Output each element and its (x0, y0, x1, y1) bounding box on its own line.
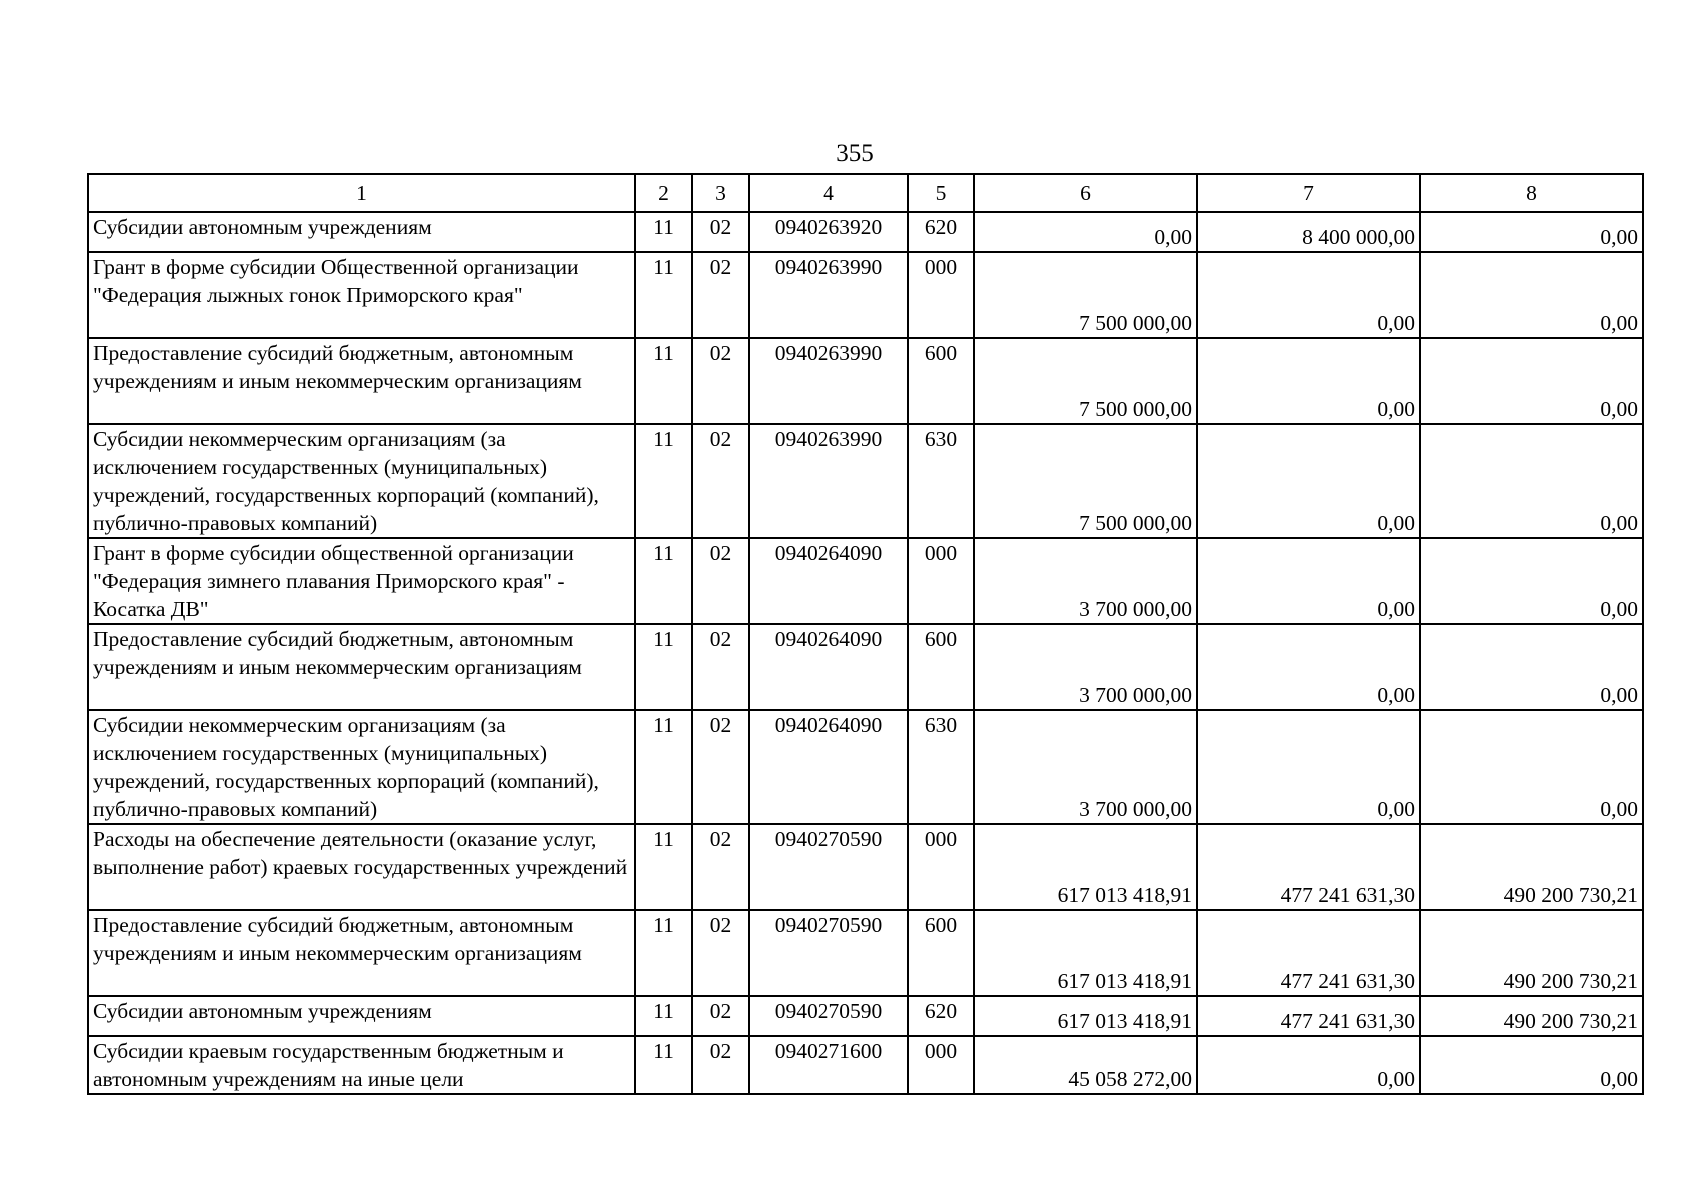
table-row (88, 910, 1643, 996)
cell-section: 11 (635, 996, 692, 1036)
table-row (88, 424, 1643, 538)
column-header: 3 (692, 174, 749, 212)
table-row (88, 1036, 1643, 1094)
cell-expense-type: 600 (908, 624, 974, 710)
cell-amount-7: 0,00 (1197, 710, 1420, 824)
cell-section: 11 (635, 624, 692, 710)
table-row (88, 996, 1643, 1036)
cell-subsection: 02 (692, 1036, 749, 1094)
cell-amount-6: 3 700 000,00 (974, 710, 1197, 824)
cell-amount-6: 7 500 000,00 (974, 424, 1197, 538)
cell-subsection: 02 (692, 252, 749, 338)
cell-section: 11 (635, 252, 692, 338)
cell-subsection: 02 (692, 910, 749, 996)
cell-section: 11 (635, 338, 692, 424)
cell-amount-8: 0,00 (1420, 252, 1643, 338)
cell-section: 11 (635, 538, 692, 624)
cell-subsection: 02 (692, 338, 749, 424)
table-row (88, 710, 1643, 824)
cell-target-article: 0940263990 (749, 338, 908, 424)
cell-section: 11 (635, 910, 692, 996)
cell-amount-8: 0,00 (1420, 1036, 1643, 1094)
cell-expense-type: 000 (908, 1036, 974, 1094)
cell-subsection: 02 (692, 424, 749, 538)
cell-target-article: 0940263990 (749, 252, 908, 338)
row-name: Расходы на обеспечение деятельности (оказание услуг, выполнение работ) краевых государственных учреждений (88, 824, 635, 910)
cell-subsection: 02 (692, 538, 749, 624)
cell-amount-7: 477 241 631,30 (1197, 824, 1420, 910)
cell-target-article: 0940263990 (749, 424, 908, 538)
cell-subsection: 02 (692, 212, 749, 252)
row-name: Грант в форме субсидии Общественной организации "Федерация лыжных гонок Приморского края" (88, 252, 635, 338)
row-name: Предоставление субсидий бюджетным, автономным учреждениям и иным некоммерческим организациям (88, 338, 635, 424)
cell-amount-6: 3 700 000,00 (974, 538, 1197, 624)
cell-amount-8: 0,00 (1420, 624, 1643, 710)
table-row (88, 338, 1643, 424)
cell-amount-7: 0,00 (1197, 1036, 1420, 1094)
cell-amount-6: 617 013 418,91 (974, 910, 1197, 996)
cell-target-article: 0940263920 (749, 212, 908, 252)
cell-amount-8: 490 200 730,21 (1420, 824, 1643, 910)
cell-target-article: 0940271600 (749, 1036, 908, 1094)
cell-amount-7: 0,00 (1197, 424, 1420, 538)
row-name: Субсидии автономным учреждениям (88, 996, 635, 1036)
column-header: 2 (635, 174, 692, 212)
cell-amount-8: 0,00 (1420, 338, 1643, 424)
cell-amount-7: 477 241 631,30 (1197, 996, 1420, 1036)
cell-expense-type: 630 (908, 710, 974, 824)
row-name: Предоставление субсидий бюджетным, автономным учреждениям и иным некоммерческим организациям (88, 624, 635, 710)
cell-expense-type: 620 (908, 212, 974, 252)
table-row (88, 538, 1643, 624)
cell-amount-6: 0,00 (974, 212, 1197, 252)
cell-amount-6: 3 700 000,00 (974, 624, 1197, 710)
cell-subsection: 02 (692, 624, 749, 710)
row-name: Грант в форме субсидии общественной организации "Федерация зимнего плавания Приморского края" - Косатка ДВ" (88, 538, 635, 624)
cell-expense-type: 000 (908, 252, 974, 338)
row-name: Субсидии некоммерческим организациям (за исключением государственных (муниципальных) учреждений, государственных корпораций (компаний), публично-правовых компаний) (88, 424, 635, 538)
cell-amount-6: 617 013 418,91 (974, 996, 1197, 1036)
cell-amount-6: 617 013 418,91 (974, 824, 1197, 910)
cell-amount-8: 490 200 730,21 (1420, 996, 1643, 1036)
cell-amount-7: 477 241 631,30 (1197, 910, 1420, 996)
row-name: Предоставление субсидий бюджетным, автономным учреждениям и иным некоммерческим организациям (88, 910, 635, 996)
column-header: 5 (908, 174, 974, 212)
budget-table (87, 173, 1644, 1095)
row-name: Субсидии некоммерческим организациям (за исключением государственных (муниципальных) учреждений, государственных корпораций (компаний), публично-правовых компаний) (88, 710, 635, 824)
cell-section: 11 (635, 1036, 692, 1094)
cell-expense-type: 620 (908, 996, 974, 1036)
cell-amount-6: 45 058 272,00 (974, 1036, 1197, 1094)
table-row (88, 624, 1643, 710)
row-name: Субсидии краевым государственным бюджетным и автономным учреждениям на иные цели (88, 1036, 635, 1094)
table-row (88, 212, 1643, 252)
cell-section: 11 (635, 824, 692, 910)
cell-section: 11 (635, 212, 692, 252)
cell-target-article: 0940264090 (749, 710, 908, 824)
cell-target-article: 0940270590 (749, 824, 908, 910)
cell-subsection: 02 (692, 824, 749, 910)
table-row (88, 824, 1643, 910)
cell-expense-type: 630 (908, 424, 974, 538)
column-header: 6 (974, 174, 1197, 212)
page-number: 355 (836, 140, 874, 167)
cell-subsection: 02 (692, 710, 749, 824)
cell-amount-8: 0,00 (1420, 212, 1643, 252)
column-header: 8 (1420, 174, 1643, 212)
cell-amount-7: 0,00 (1197, 538, 1420, 624)
cell-amount-7: 8 400 000,00 (1197, 212, 1420, 252)
cell-amount-8: 0,00 (1420, 424, 1643, 538)
cell-target-article: 0940270590 (749, 910, 908, 996)
column-header: 4 (749, 174, 908, 212)
row-name: Субсидии автономным учреждениям (88, 212, 635, 252)
cell-section: 11 (635, 424, 692, 538)
cell-amount-6: 7 500 000,00 (974, 252, 1197, 338)
table-header-row (88, 174, 1643, 212)
cell-amount-7: 0,00 (1197, 338, 1420, 424)
cell-target-article: 0940264090 (749, 538, 908, 624)
cell-expense-type: 000 (908, 824, 974, 910)
column-header: 1 (88, 174, 635, 212)
cell-expense-type: 600 (908, 910, 974, 996)
cell-expense-type: 600 (908, 338, 974, 424)
column-header: 7 (1197, 174, 1420, 212)
cell-target-article: 0940270590 (749, 996, 908, 1036)
cell-target-article: 0940264090 (749, 624, 908, 710)
cell-subsection: 02 (692, 996, 749, 1036)
cell-amount-6: 7 500 000,00 (974, 338, 1197, 424)
cell-amount-8: 0,00 (1420, 710, 1643, 824)
cell-expense-type: 000 (908, 538, 974, 624)
cell-amount-7: 0,00 (1197, 624, 1420, 710)
table-row (88, 252, 1643, 338)
cell-amount-8: 490 200 730,21 (1420, 910, 1643, 996)
cell-amount-7: 0,00 (1197, 252, 1420, 338)
cell-amount-8: 0,00 (1420, 538, 1643, 624)
cell-section: 11 (635, 710, 692, 824)
